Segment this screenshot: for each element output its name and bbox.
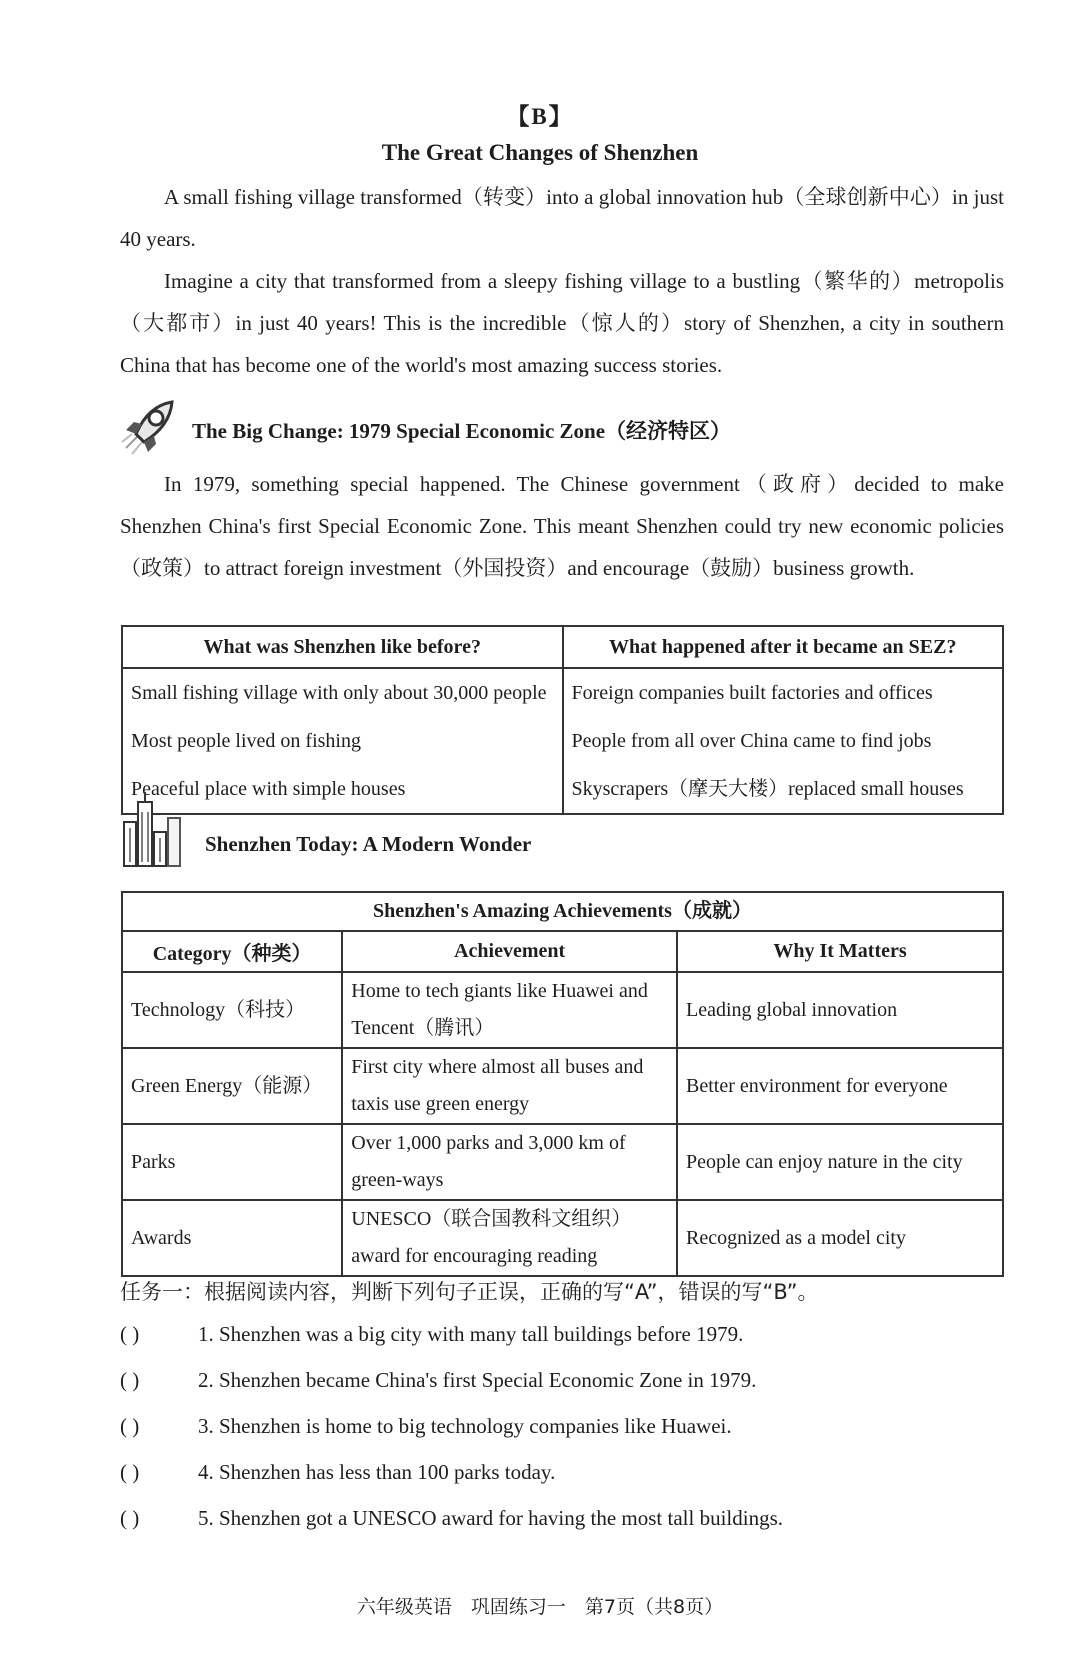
achievement-cell: UNESCO（联合国教科文组织）award for encouraging reading [342, 1200, 677, 1276]
answer-blank[interactable]: ( ) [120, 1322, 140, 1346]
category-header: Category（种类） [122, 931, 342, 972]
answer-blank[interactable]: ( ) [120, 1368, 140, 1392]
after-item: Foreign companies built factories and offices [571, 682, 933, 704]
answer-blank[interactable]: ( ) [120, 1414, 140, 1438]
why-cell: Better environment for everyone [677, 1048, 1003, 1124]
achievement-header: Achievement [342, 931, 677, 972]
why-header: Why It Matters [677, 931, 1003, 972]
table-row [122, 1048, 1003, 1124]
section-label: 【B】 [506, 104, 574, 129]
answer-blank[interactable]: ( ) [120, 1460, 140, 1484]
article-title: The Great Changes of Shenzhen [381, 140, 699, 165]
category-cell: Green Energy（能源） [122, 1048, 342, 1124]
question-text: 2. Shenzhen became China's first Special Economic Zone in 1979. [198, 1368, 757, 1392]
table-row [122, 972, 1003, 1048]
before-item: Small fishing village with only about 30,000 people [131, 682, 547, 704]
table-row [122, 1124, 1003, 1200]
story-paragraph: Imagine a city that transformed from a sleepy fishing village to a bustling（繁华的）metropolis（大都市）in just 40 years! This is the incredible（惊人的）story of Shenzhen, a city in southern China that has become one of the world's most amazing success stories. [120, 269, 1004, 377]
sez-paragraph: In 1979, something special happened. The Chinese government（政府）decided to make Shenzhen China's first Special Economic Zone. This meant Shenzhen could try new economic policies（政策）to attract foreign investment（外国投资）and encourage（鼓励）business growth. [120, 472, 1004, 580]
achievement-cell: Over 1,000 parks and 3,000 km of green-ways [342, 1124, 677, 1200]
before-cell [122, 668, 563, 814]
question-item [120, 1414, 732, 1439]
after-item: People from all over China came to find jobs [571, 730, 932, 752]
table-row [122, 1200, 1003, 1276]
before-item: Peaceful place with simple houses [131, 778, 406, 800]
why-cell: Leading global innovation [677, 972, 1003, 1048]
rocket-icon [118, 396, 182, 458]
after-item: Skyscrapers（摩天大楼）replaced small houses [571, 778, 964, 800]
category-cell: Awards [122, 1200, 342, 1276]
category-cell: Technology（科技） [122, 972, 342, 1048]
task-instruction: 任务一：根据阅读内容，判断下列句子正误，正确的写“A”，错误的写“B”。 [120, 1280, 819, 1304]
after-header: What happened after it became an SEZ? [563, 626, 1004, 668]
category-cell: Parks [122, 1124, 342, 1200]
before-item: Most people lived on fishing [131, 730, 361, 752]
skyscraper-icon [120, 792, 188, 868]
question-text: 1. Shenzhen was a big city with many tall buildings before 1979. [198, 1322, 744, 1346]
before-header: What was Shenzhen like before? [122, 626, 563, 668]
question-text: 5. Shenzhen got a UNESCO award for having the most tall buildings. [198, 1506, 783, 1530]
achievements-table [121, 891, 1004, 1277]
question-item [120, 1460, 555, 1485]
section-heading-1: The Big Change: 1979 Special Economic Zone（经济特区） [192, 419, 732, 443]
achievements-caption: Shenzhen's Amazing Achievements（成就） [122, 892, 1003, 931]
after-cell [563, 668, 1004, 814]
question-item [120, 1506, 783, 1531]
intro-paragraph: A small fishing village transformed（转变）into a global innovation hub（全球创新中心）in just 40 years. [120, 185, 1004, 251]
before-after-table [121, 625, 1004, 815]
why-cell: Recognized as a model city [677, 1200, 1003, 1276]
question-item [120, 1322, 743, 1347]
question-item [120, 1368, 756, 1393]
question-text: 4. Shenzhen has less than 100 parks today. [198, 1460, 556, 1484]
answer-blank[interactable]: ( ) [120, 1506, 140, 1530]
question-text: 3. Shenzhen is home to big technology companies like Huawei. [198, 1414, 732, 1438]
achievement-cell: First city where almost all buses and taxis use green energy [342, 1048, 677, 1124]
page-footer: 六年级英语 巩固练习一 第7页（共8页） [356, 1596, 724, 1618]
achievement-cell: Home to tech giants like Huawei and Tencent（腾讯） [342, 972, 677, 1048]
why-cell: People can enjoy nature in the city [677, 1124, 1003, 1200]
section-heading-2: Shenzhen Today: A Modern Wonder [205, 832, 532, 856]
